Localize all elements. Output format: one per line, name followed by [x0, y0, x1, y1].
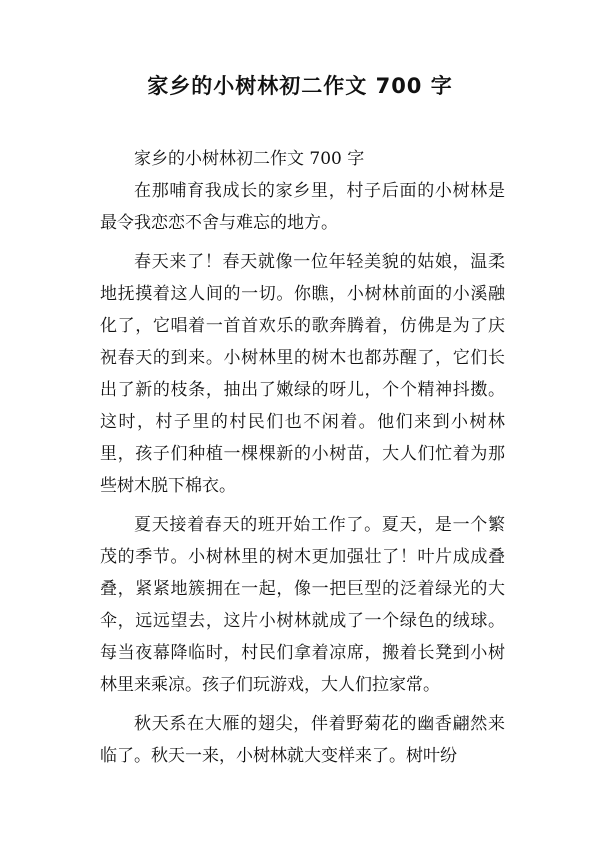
document-body — [100, 143, 505, 772]
paragraph-spring: 春天来了！春天就像一位年轻美貌的姑娘，温柔地抚摸着这人间的一切。你瞧，小树林前面的小溪融化了，它唱着一首首欢乐的歌奔腾着，仿佛是为了庆祝春天的到来。小树林里的树木也都苏醒了，它们长出了新的枝条，抽出了嫩绿的呀儿，个个精神抖擞。这时，村子里的村民们也不闲着。他们来到小树林里，孩子们种植一棵棵新的小树苗，大人们忙着为那些树木脱下棉衣。 — [100, 252, 505, 496]
paragraph-summer: 夏天接着春天的班开始工作了。夏天，是一个繁茂的季节。小树林里的树木更加强壮了！叶片成成叠叠，紧紧地簇拥在一起，像一把巨型的泛着绿光的大伞，远远望去，这片小树林就成了一个绿色的绒球。每当夜幕降临时，村民们拿着凉席，搬着长凳到小树林里来乘凉。孩子们玩游戏，大人们拉家常。 — [100, 515, 505, 695]
document-title: 家乡的小树林初二作文 700 字 — [147, 74, 453, 98]
paragraph-autumn: 秋天系在大雁的翅尖，伴着野菊花的幽香翩然来临了。秋天一来，小树林就大变样来了。树叶纷 — [100, 714, 505, 766]
paragraph-subtitle: 家乡的小树林初二作文 700 字 — [134, 149, 365, 169]
paragraph-intro: 在那哺育我成长的家乡里，村子后面的小树林是最令我恋恋不舍与难忘的地方。 — [100, 181, 505, 233]
